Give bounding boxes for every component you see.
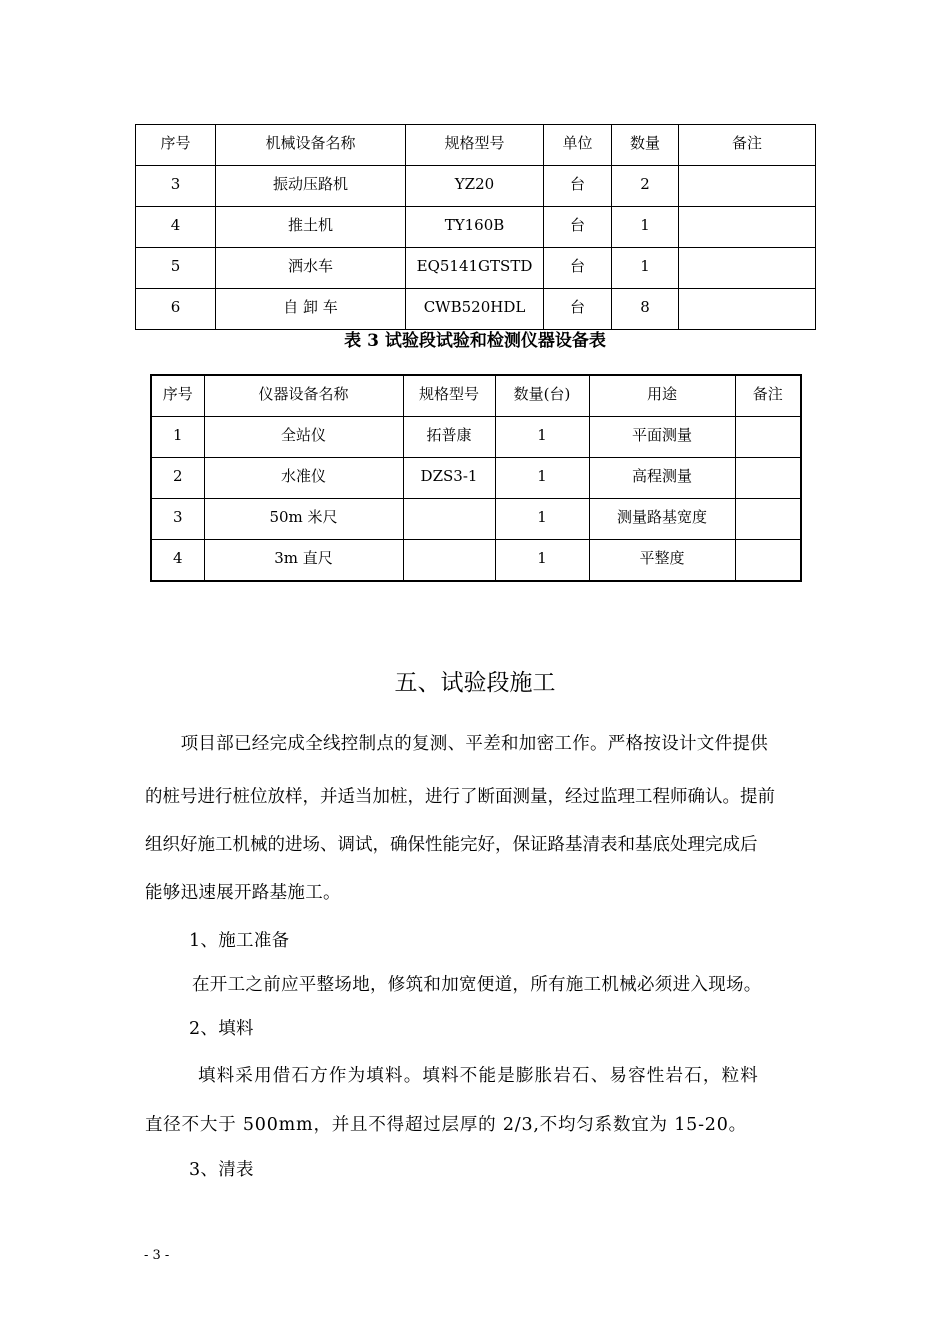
table-cell — [735, 417, 801, 458]
table-cell — [679, 166, 816, 207]
table-cell: 拓普康 — [403, 417, 495, 458]
table-row — [136, 248, 816, 289]
table-cell: 1 — [495, 417, 589, 458]
table-header-cell: 序号 — [151, 375, 204, 417]
table-cell: 6 — [136, 289, 216, 330]
table-cell: 1 — [612, 248, 679, 289]
table-row — [151, 499, 801, 540]
table-header-cell: 单位 — [544, 125, 612, 166]
table-cell: 台 — [544, 207, 612, 248]
table-header-cell: 备注 — [679, 125, 816, 166]
table-header-cell: 数量(台) — [495, 375, 589, 417]
table-row — [136, 166, 816, 207]
table-cell: 2 — [612, 166, 679, 207]
table-cell: 4 — [136, 207, 216, 248]
table-row — [151, 540, 801, 582]
table-cell: 振动压路机 — [216, 166, 406, 207]
table-row — [136, 289, 816, 330]
table-cell: 平面测量 — [589, 417, 735, 458]
table-cell: 自 卸 车 — [216, 289, 406, 330]
table-header-cell: 机械设备名称 — [216, 125, 406, 166]
intro-line: 组织好施工机械的进场、调试，确保性能完好，保证路基清表和基底处理完成后 — [145, 835, 758, 855]
table-cell: 高程测量 — [589, 458, 735, 499]
table-cell: EQ5141GTSTD — [406, 248, 544, 289]
table-row — [151, 458, 801, 499]
table-cell: 台 — [544, 248, 612, 289]
table-cell: DZS3-1 — [403, 458, 495, 499]
item-3-title: 3、清表 — [189, 1160, 254, 1180]
table-cell: 50m 米尺 — [204, 499, 403, 540]
table-header-row — [151, 375, 801, 417]
table-header-cell: 规格型号 — [403, 375, 495, 417]
table-row — [136, 207, 816, 248]
intro-line: 能够迅速展开路基施工。 — [145, 883, 341, 903]
table-cell: CWB520HDL — [406, 289, 544, 330]
table-cell: 1 — [495, 499, 589, 540]
table-cell: 2 — [151, 458, 204, 499]
table-cell: 5 — [136, 248, 216, 289]
table-cell: 1 — [495, 458, 589, 499]
table-row — [151, 417, 801, 458]
item-2-line: 直径不大于 500mm，并且不得超过层厚的 2/3,不均匀系数宜为 15-20。 — [145, 1115, 747, 1135]
table-cell: TY160B — [406, 207, 544, 248]
table-header-cell: 序号 — [136, 125, 216, 166]
intro-line: 项目部已经完成全线控制点的复测、平差和加密工作。严格按设计文件提供 — [145, 734, 768, 754]
table-cell: 全站仪 — [204, 417, 403, 458]
item-2-title: 2、填料 — [189, 1019, 254, 1039]
table-cell: 洒水车 — [216, 248, 406, 289]
item-2-line: 填料采用借石方作为填料。填料不能是膨胀岩石、易容性岩石，粒料 — [198, 1066, 759, 1086]
table-cell: 1 — [151, 417, 204, 458]
table-cell: 推土机 — [216, 207, 406, 248]
table-cell — [735, 458, 801, 499]
table-header-cell: 规格型号 — [406, 125, 544, 166]
table-cell — [403, 499, 495, 540]
instrument-table — [150, 374, 802, 582]
section-title: 五、试验段施工 — [394, 670, 556, 696]
table-cell: 台 — [544, 166, 612, 207]
table-cell: 3 — [136, 166, 216, 207]
table-header-row — [136, 125, 816, 166]
table-header-cell: 用途 — [589, 375, 735, 417]
table-cell: 8 — [612, 289, 679, 330]
table-cell: 平整度 — [589, 540, 735, 582]
table-cell — [679, 207, 816, 248]
table-cell — [735, 540, 801, 582]
intro-line: 的桩号进行桩位放样，并适当加桩，进行了断面测量，经过监理工程师确认。提前 — [145, 787, 775, 807]
item-1-title: 1、施工准备 — [189, 931, 290, 951]
table-header-cell: 备注 — [735, 375, 801, 417]
table-cell: 3 — [151, 499, 204, 540]
table-cell: 水准仪 — [204, 458, 403, 499]
page-number: - 3 - — [144, 1248, 170, 1263]
table-cell: 1 — [495, 540, 589, 582]
table-caption: 表 3 试验段试验和检测仪器设备表 — [344, 331, 606, 351]
table-cell: 1 — [612, 207, 679, 248]
table-cell — [735, 499, 801, 540]
table-cell — [679, 289, 816, 330]
table-cell: 测量路基宽度 — [589, 499, 735, 540]
table-cell — [679, 248, 816, 289]
table-cell: 台 — [544, 289, 612, 330]
table-header-cell: 数量 — [612, 125, 679, 166]
table-cell: 4 — [151, 540, 204, 582]
table-cell — [403, 540, 495, 582]
table-header-cell: 仪器设备名称 — [204, 375, 403, 417]
item-1-text: 在开工之前应平整场地，修筑和加宽便道，所有施工机械必须进入现场。 — [192, 975, 762, 995]
machinery-table — [135, 124, 816, 330]
table-cell: 3m 直尺 — [204, 540, 403, 582]
table-cell: YZ20 — [406, 166, 544, 207]
